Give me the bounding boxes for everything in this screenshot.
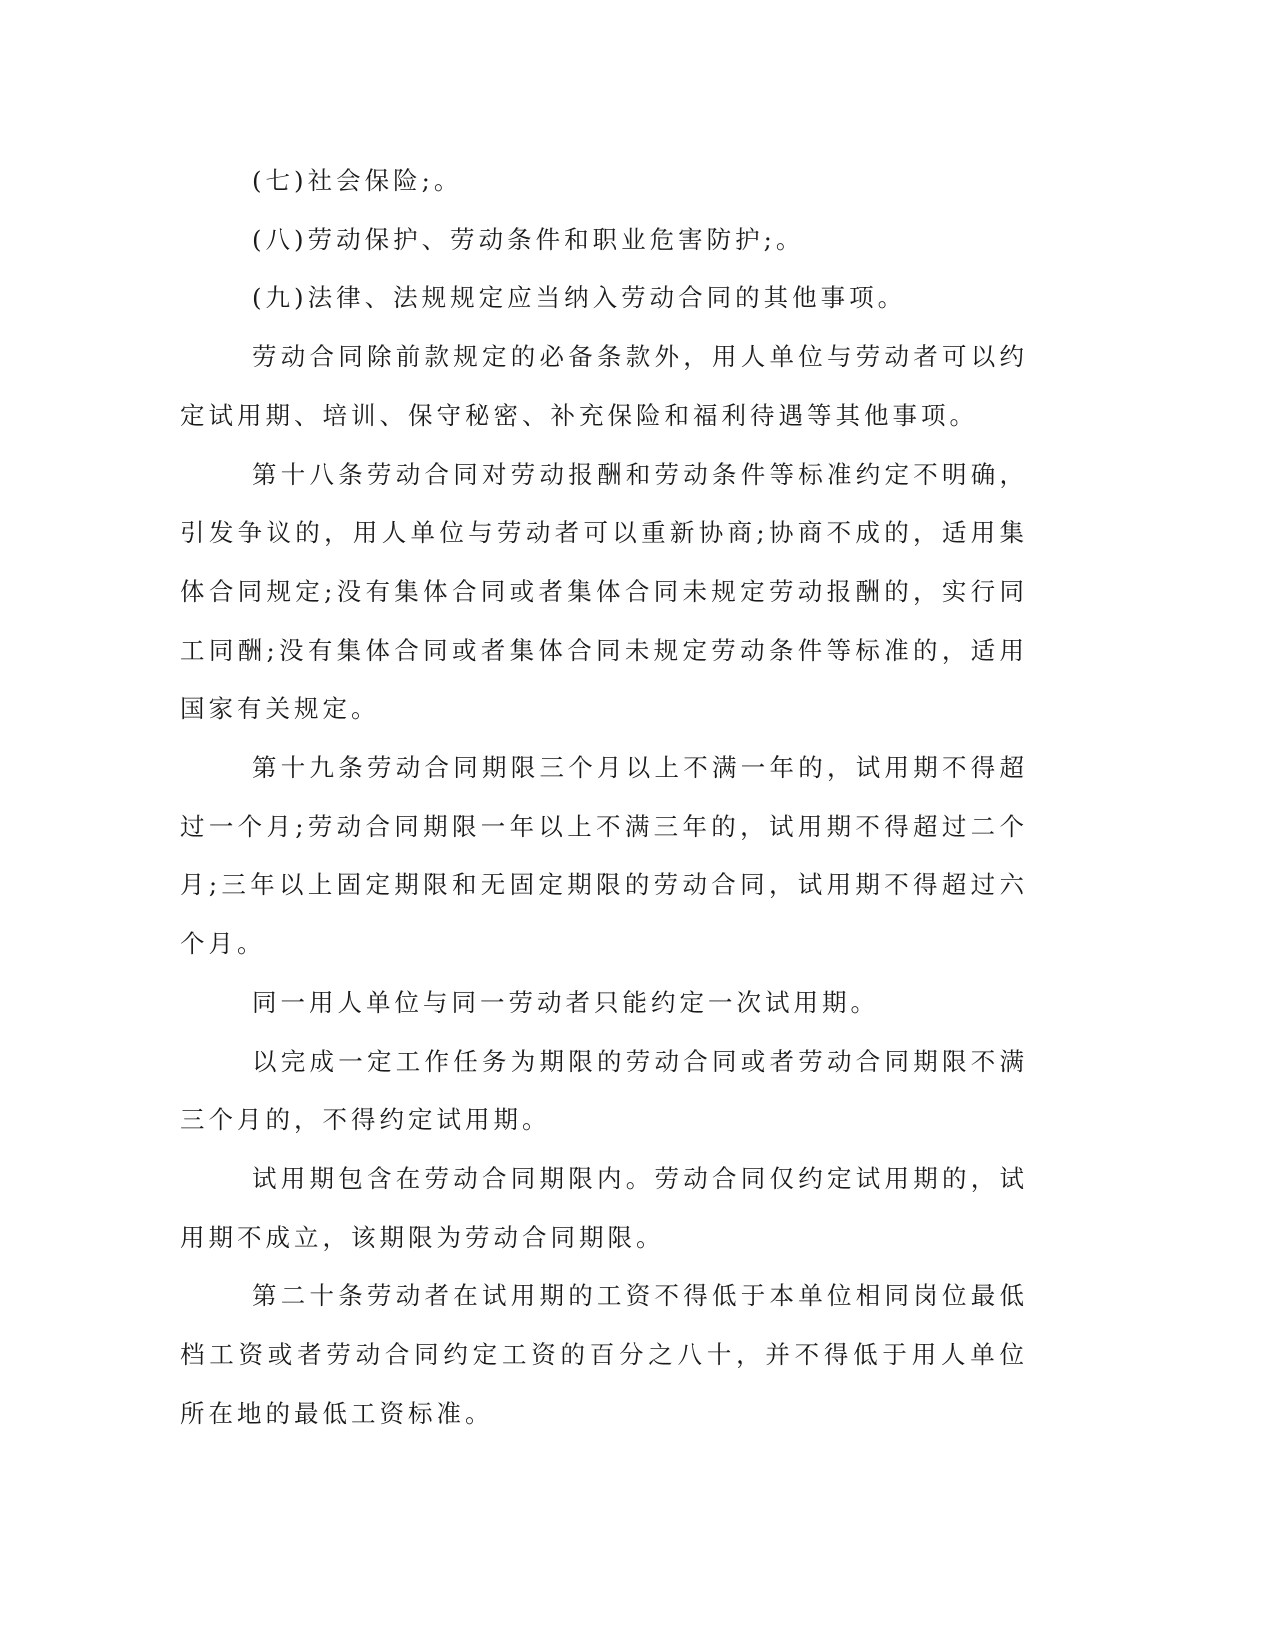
paragraph-item-7: (七)社会保险;。	[252, 166, 463, 195]
paragraph-article-20: 第二十条劳动者在试用期的工资不得低于本单位相同岗位最低档工资或者劳动合同约定工资的百分之八十，并不得低于用人单位所在地的最低工资标准。	[180, 1281, 1028, 1428]
paragraph-single-probation: 同一用人单位与同一劳动者只能约定一次试用期。	[252, 987, 879, 1017]
paragraph-article-19: 第十九条劳动合同期限三个月以上不满一年的，试用期不得超过一个月;劳动合同期限一年以上不满三年的，试用期不得超过二个月;三年以上固定期限和无固定期限的劳动合同，试用期不得超过六个月。	[180, 753, 1028, 959]
paragraph-article-18: 第十八条劳动合同对劳动报酬和劳动条件等标准约定不明确，引发争议的，用人单位与劳动者可以重新协商;协商不成的，适用集体合同规定;没有集体合同或者集体合同未规定劳动报酬的，实行同工同酬;没有集体合同或者集体合同未规定劳动条件等标准的，适用国家有关规定。	[180, 459, 1028, 724]
document-body	[180, 152, 1028, 1443]
paragraph-task-based-contract: 以完成一定工作任务为期限的劳动合同或者劳动合同期限不满三个月的，不得约定试用期。	[180, 1046, 1028, 1135]
paragraph-item-9: (九)法律、法规规定应当纳入劳动合同的其他事项。	[252, 283, 907, 313]
paragraph-probation-included: 试用期包含在劳动合同期限内。劳动合同仅约定试用期的，试用期不成立，该期限为劳动合同期限。	[180, 1163, 1028, 1252]
paragraph-item-8: (八)劳动保护、劳动条件和职业危害防护;。	[252, 224, 805, 254]
paragraph-optional-terms: 劳动合同除前款规定的必备条款外，用人单位与劳动者可以约定试用期、培训、保守秘密、补充保险和福利待遇等其他事项。	[180, 342, 1028, 430]
